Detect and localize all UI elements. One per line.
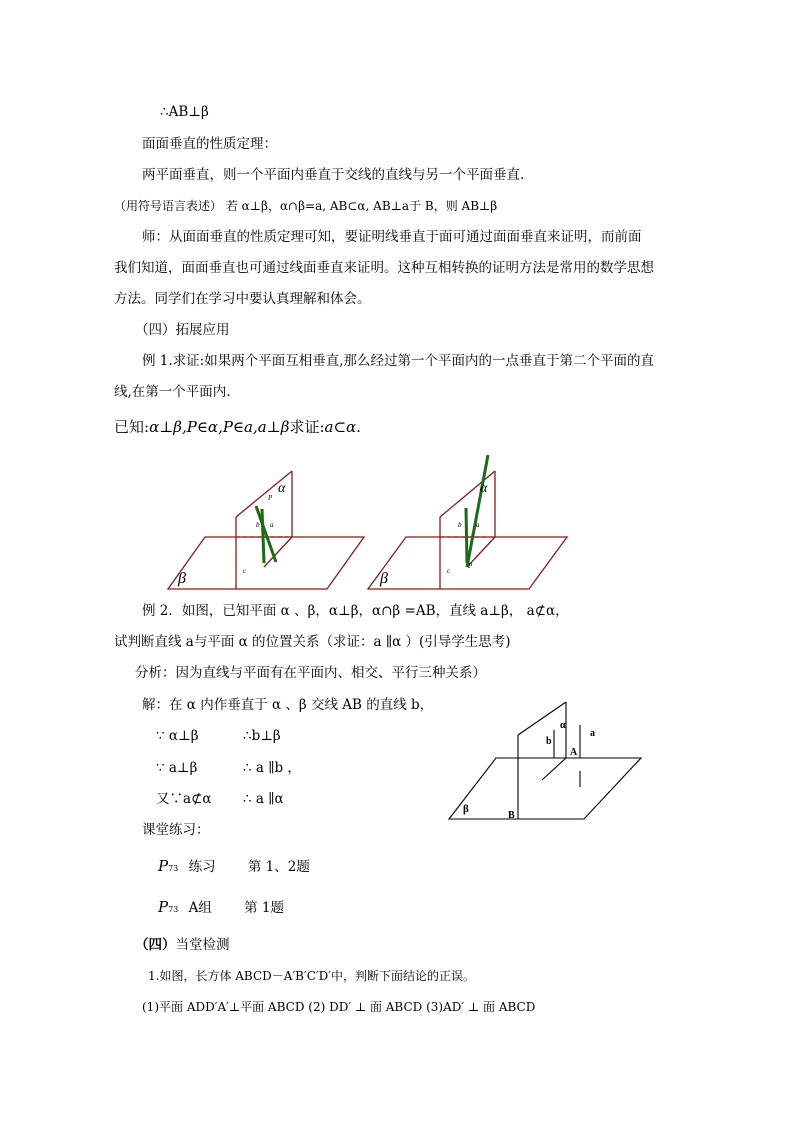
step-1-reason: ∵ α⊥β <box>156 728 199 744</box>
fig1-label-c: c <box>243 567 247 575</box>
step-3-reason: 又∵a⊄α <box>156 791 212 807</box>
theorem-title: 面面垂直的性质定理： <box>142 136 277 152</box>
fig1-label-beta: β <box>178 570 186 587</box>
fig1-label-p: P <box>268 494 273 502</box>
fig3-label-alpha: α <box>560 720 566 731</box>
page-ref-p: P <box>158 898 169 916</box>
fig3-label-B: B <box>508 810 515 821</box>
quiz-question-1: 1.如图，长方体 ABCD－A′B′C′D′中，判断下面结论的正误。 <box>148 969 475 983</box>
teacher-paragraph-3: 方法。同学们在学习中要认真理解和体会。 <box>114 291 371 307</box>
step-1-result: ∴b⊥β <box>243 728 281 744</box>
quiz-heading-number: （四） <box>135 937 176 953</box>
page-ref-number: 73 <box>168 864 179 873</box>
fig1-label-a: a <box>270 521 274 529</box>
prove-formula: a⊂α. <box>324 418 361 436</box>
section-heading-extension: （四）拓展应用 <box>135 322 230 338</box>
theorem-symbolic: （用符号语言表述） 若 α⊥β，α∩β=a, AB⊂α, AB⊥a于 B，则 AB⊥β <box>114 199 498 213</box>
step-3-result: ∴ a ∥α <box>243 791 284 807</box>
fig3-label-A: A <box>570 747 578 758</box>
fig2-label-b: b <box>458 521 462 529</box>
fig3-label-b: b <box>546 736 552 747</box>
example-2-line-1: 例 2．如图，已知平面 α 、β，α⊥β，α∩β =AB，直线 a⊥β， a⊄α， <box>142 603 569 619</box>
fig3-label-beta: β <box>463 803 469 815</box>
analysis-line: 分析：因为直线与平面有在平面内、相交、平行三种关系） <box>135 665 486 681</box>
fig3-label-a: a <box>590 728 595 739</box>
fig1-label-b: b <box>256 521 260 529</box>
teacher-paragraph-2: 我们知道，面面垂直也可通过线面垂直来证明。这种互相转换的证明方法是常用的数学思想 <box>114 260 654 276</box>
practice-item-2 <box>158 898 284 919</box>
fig2-label-beta: β <box>380 570 388 587</box>
teacher-paragraph-1: 师：从面面垂直的性质定理可知，要证明线垂直于面可通过面面垂直来证明，而前面 <box>142 229 642 245</box>
fig1-label-alpha: α <box>278 481 286 496</box>
fig2-label-p: P <box>468 562 473 570</box>
practice-heading: 课堂练习： <box>142 822 210 838</box>
solution-line: 解：在 α 内作垂直于 α 、β 交线 AB 的直线 b， <box>142 697 434 713</box>
fig3-plane-beta <box>449 758 641 819</box>
practice-label: A组 <box>188 900 212 916</box>
fig2-label-c: c <box>447 567 451 575</box>
practice-item-1 <box>158 857 310 878</box>
page-ref-number: 73 <box>168 905 179 914</box>
section-heading-quiz <box>135 936 230 954</box>
quiz-heading-text: 当堂检测 <box>175 937 230 953</box>
fig2-label-a: a <box>476 521 480 529</box>
prove-label: 求证: <box>289 418 325 436</box>
fig2-label-alpha: α <box>480 481 488 496</box>
step-2-result: ∴ a ∥b ， <box>243 760 301 776</box>
example-1-line-2: 线,在第一个平面内. <box>114 384 231 400</box>
page-ref-p: P <box>158 857 169 875</box>
example-2-line-2: 试判断直线 a与平面 α 的位置关系（求证：a ∥α ）(引导学生思考) <box>114 634 511 650</box>
quiz-statements: (1)平面 ADD′A′⊥平面 ABCD (2) DD′ ⊥ 面 ABCD (3)AD′ ⊥ 面 ABCD <box>142 1000 536 1014</box>
given-formula: α⊥β,P∈α,P∈a,a⊥β <box>149 418 290 436</box>
given-label: 已知: <box>114 418 150 436</box>
example-1-line-1: 例 1.求证:如果两个平面互相垂直,那么经过第一个平面内的一点垂直于第二个平面的直 <box>142 353 655 369</box>
practice-questions: 第 1、2题 <box>247 859 310 875</box>
practice-questions: 第 1题 <box>244 900 285 916</box>
conclusion-line: ∴AB⊥β <box>160 104 209 120</box>
practice-label: 练习 <box>188 859 216 875</box>
step-2-reason: ∵ a⊥β <box>156 760 198 776</box>
theorem-statement: 两平面垂直，则一个平面内垂直于交线的直线与另一个平面垂直. <box>142 167 525 183</box>
